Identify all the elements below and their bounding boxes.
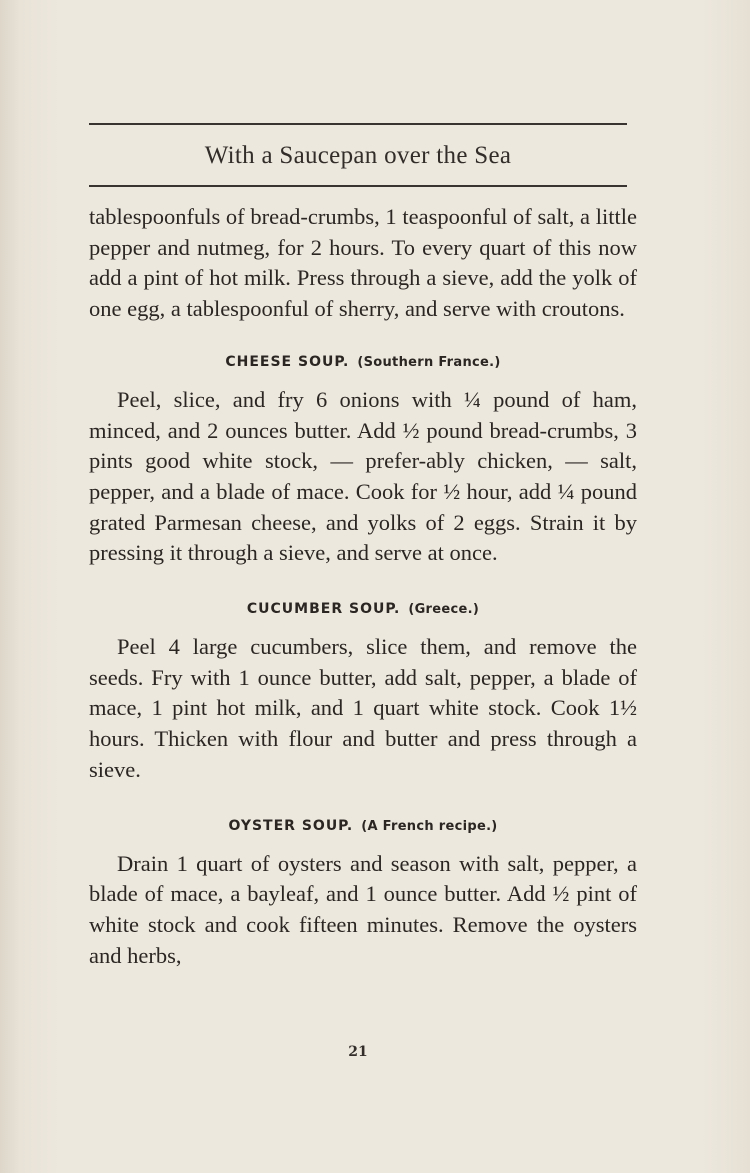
running-title: With a Saucepan over the Sea [204,142,512,169]
recipe-origin: (A French recipe.) [361,818,498,834]
header-rule-top [89,123,627,125]
page-number: 21 [348,1044,368,1060]
recipe-title: OYSTER SOUP. [228,817,354,834]
recipe-text-cucumber-soup: Peel 4 large cucumbers, slice them, and remove the seeds. Fry with 1 ounce butter, add salt, pepper, a blade of mace, 1 pint hot milk, and 1 quart white stock. Cook 1½ hours. Thicken with flour and butter and press through a sieve. [89,634,637,782]
header-rule-bottom [89,185,627,187]
recipe-title: CUCUMBER SOUP. [246,601,401,618]
intro-paragraph: tablespoonfuls of bread-crumbs, 1 teaspoonful of salt, a little pepper and nutmeg, for 2 hours. To every quart of this now add a pint of hot milk. Press through a sieve, add the yolk of one egg, a tablespoonful of sherry, and serve with croutons. [89,204,637,322]
recipe-origin: (Southern France.) [357,354,501,370]
recipe-title: CHEESE SOUP. [225,353,350,370]
recipe-origin: (Greece.) [408,602,480,618]
recipe-text-cheese-soup: Peel, slice, and fry 6 onions with ¼ pound of ham, minced, and 2 ounces butter. Add ½ pound bread-crumbs, 3 pints good white stock, — prefer-ably chicken, — salt, pepper, and a blade of mace. Cook for ½ hour, add ¼ pound grated Parmesan cheese, and yolks of 2 eggs. Strain it by pressing it through a sieve, and serve at once. [89,386,637,566]
page-body [89,202,637,971]
recipe-text-oyster-soup: Drain 1 quart of oysters and season with salt, pepper, a blade of mace, a bayleaf, and 1 ounce butter. Add ½ pint of white stock and cook fifteen minutes. Remove the oysters and herbs, [89,850,637,968]
recipe-heading-oyster-soup [89,816,637,837]
recipe-heading-cheese-soup [89,352,637,373]
recipe-heading-cucumber-soup [89,599,637,620]
